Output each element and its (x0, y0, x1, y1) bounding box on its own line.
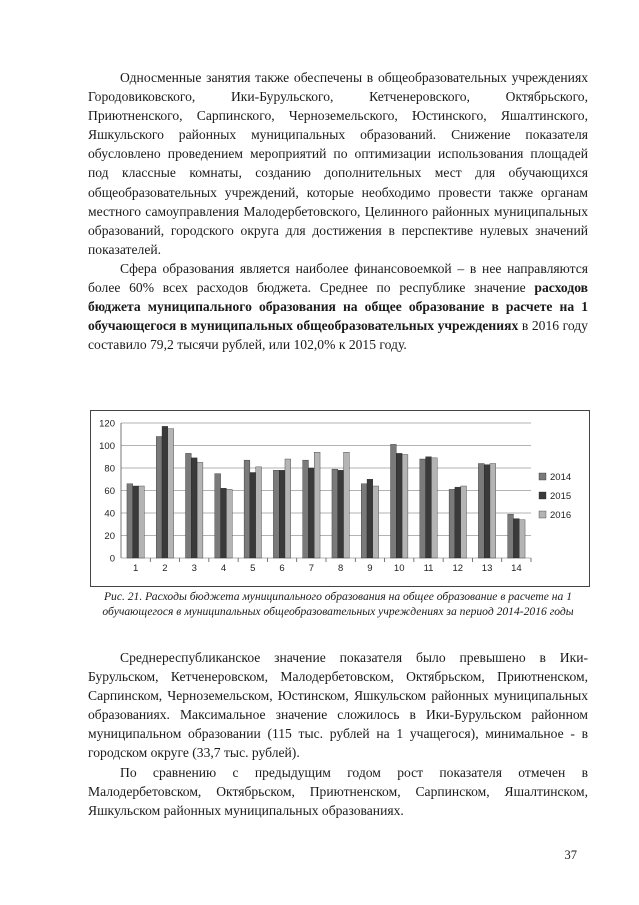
bar-2015-1 (133, 486, 139, 558)
bar-2015-11 (426, 457, 432, 558)
x-tick-label: 1 (132, 563, 139, 574)
x-tick-label: 9 (367, 563, 373, 574)
y-tick-label: 60 (104, 486, 115, 497)
bar-2014-12 (449, 489, 455, 558)
bar-2016-3 (197, 462, 203, 558)
x-tick-label: 4 (220, 563, 227, 574)
x-tick-label: 14 (511, 563, 522, 574)
bar-2015-5 (250, 473, 256, 559)
bar-2015-7 (308, 468, 314, 558)
bold-text: расходов бюджета муниципального образования на общее образование в расчете на 1 обучающегося в муниципальных общеобразовательных учреждениях (88, 280, 588, 334)
page-number: 37 (564, 848, 577, 862)
x-tick-label: 6 (279, 563, 285, 574)
bar-2014-2 (156, 437, 162, 559)
bar-2015-4 (221, 488, 227, 558)
y-tick-label: 100 (99, 441, 115, 452)
chart-canvas (91, 411, 589, 586)
bar-2014-11 (420, 459, 426, 558)
bar-2014-4 (215, 474, 221, 558)
paragraph (88, 763, 588, 820)
x-tick-label: 8 (337, 563, 344, 574)
legend-swatch-2014 (539, 473, 546, 480)
body-text-bottom (88, 648, 588, 820)
bar-2014-1 (127, 484, 133, 558)
y-tick-label: 0 (109, 553, 115, 565)
bar-2015-2 (162, 426, 168, 558)
x-tick-label: 2 (162, 563, 168, 574)
text-run: По сравнению с предыдущим годом рост показателя отмечен в Малодербетовском, Октябрьском, Приютненском, Сарпинском, Яшалтинском, Яшкульском районных муниципальных образованиях. (88, 764, 588, 818)
x-tick-label: 5 (250, 563, 256, 574)
figure-caption: Рис. 21. Расходы бюджета муниципального образования на общее образование в расчете на 1 обучающегося в муниципальных общеобразовательных учреждениях за период 2014-2016 годы (102, 590, 574, 618)
bar-2015-9 (367, 479, 373, 558)
bar-2015-6 (279, 470, 285, 558)
bar-2014-14 (508, 514, 514, 558)
bar-2016-13 (490, 464, 496, 559)
bar-2015-10 (396, 453, 402, 558)
bar-2015-8 (338, 470, 344, 558)
legend-label: 2015 (550, 491, 572, 502)
legend-swatch-2015 (539, 492, 546, 499)
y-tick-label: 20 (104, 531, 115, 542)
bar-2014-7 (303, 460, 309, 558)
bar-2016-14 (519, 520, 525, 558)
bar-2016-12 (461, 486, 467, 558)
bar-2016-11 (431, 458, 437, 558)
bar-2016-4 (226, 489, 232, 558)
text-run: в 2016 году составило 79,2 тысячи рублей, или 102,0% к 2015 году. (88, 318, 588, 353)
x-tick-label: 13 (481, 563, 493, 574)
x-tick-label: 12 (452, 563, 464, 574)
bar-2015-14 (513, 519, 519, 558)
y-tick-label: 80 (104, 463, 115, 475)
legend-swatch-2016 (539, 511, 546, 518)
x-tick-label: 11 (423, 563, 434, 574)
bar-2016-10 (402, 455, 408, 559)
bar-chart (90, 410, 590, 587)
x-tick-label: 10 (393, 563, 405, 574)
y-tick-label: 40 (104, 508, 115, 520)
bar-2016-5 (256, 467, 262, 558)
bar-2015-12 (455, 487, 461, 558)
bar-2014-13 (478, 464, 484, 559)
bar-2014-5 (244, 460, 250, 558)
paragraph (88, 648, 588, 763)
y-tick-label: 120 (99, 418, 115, 430)
bar-2016-6 (285, 459, 291, 558)
bar-2016-1 (139, 486, 145, 558)
legend-label: 2014 (550, 472, 572, 483)
paragraph (88, 68, 588, 259)
bar-2014-3 (186, 453, 192, 558)
body-text-top (88, 68, 588, 354)
text-run: Сфера образования является наиболее финансовоемкой – в нее направляются более 60% всех расходов бюджета. Среднее по республике значение (88, 260, 588, 296)
paragraph (88, 259, 588, 354)
x-tick-label: 7 (308, 563, 315, 574)
bar-2016-2 (168, 429, 174, 558)
bar-2014-6 (273, 470, 279, 558)
bar-2014-8 (332, 469, 338, 558)
text-run: Среднереспубликанское значение показателя было превышено в Ики-Бурульском, Кетченеровском, Малодербетовском, Октябрьском, Приютненском, Сарпинском, Черноземельском, Юстинском, Яшкульском районных муниципальных образованиях. Максимальное значение сложилось в Ики-Бурульском районном муниципальном образовании (115 тыс. рублей на 1 учащегося), минимальное - в городском округе (33,7 тыс. рублей). (88, 650, 588, 761)
bar-2016-7 (314, 452, 320, 558)
bar-2014-9 (361, 484, 367, 558)
bar-2016-9 (373, 486, 379, 558)
legend-label: 2016 (550, 510, 572, 521)
x-tick-label: 3 (191, 563, 197, 574)
bar-2014-10 (391, 444, 397, 558)
bar-2015-3 (191, 458, 197, 558)
bar-2015-13 (484, 465, 490, 558)
text-run: Односменные занятия также обеспечены в общеобразовательных учреждениях Городовиковского, Ики-Бурульского, Кетченеровского, Октябрьского, Приютненского, Сарпинского, Черноземельского, Юстинского, Яшалтинского, Яшкульского районных муниципальных образований. Снижение показателя обусловлено проведением мероприятий по оптимизации использования площадей под классные комнаты, созданию дополнительных мест для обучающихся общеобразовательных учреждений, которые необходимо провести также органам местного самоуправления Малодербетовского, Целинного районных муниципальных образований, городского округа для достижения в перспективе нулевых значений показателей. (88, 70, 588, 257)
bar-2016-8 (344, 452, 350, 558)
